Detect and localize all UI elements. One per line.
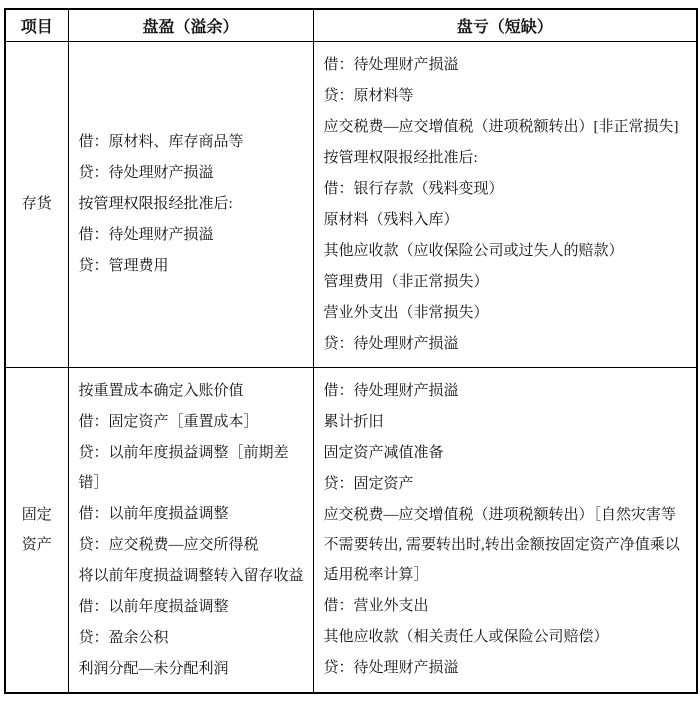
entry-line: 原材料（残料入库） xyxy=(323,211,459,228)
entry-line: 固定资产减值准备 xyxy=(323,445,444,461)
entry-line: 借：营业外支出 xyxy=(323,598,429,614)
entry-line: 利润分配—未分配利润 xyxy=(78,660,229,677)
entry-line: 借：待处理财产损溢 xyxy=(323,56,459,73)
table-row xyxy=(5,41,697,367)
header-surplus: 盘盈（溢余） xyxy=(68,9,313,41)
entry-line: 累计折旧 xyxy=(323,414,384,430)
header-item: 项目 xyxy=(5,9,68,41)
entry-line: 借：待处理财产损溢 xyxy=(323,383,459,399)
surplus-entries-cell xyxy=(68,367,313,693)
entry-line: 将以前年度损益调整转入留存收益 xyxy=(78,567,304,584)
entry-line: 贷：待处理财产损溢 xyxy=(323,660,459,676)
entry-line: 借：以前年度损益调整 xyxy=(78,505,229,522)
surplus-entries-cell xyxy=(68,41,313,367)
entry-line: 借：固定资产［重置成本］ xyxy=(78,413,259,430)
entry-line: 贷：待处理财产损溢 xyxy=(78,165,214,181)
table-row xyxy=(5,367,697,693)
entry-line: 应交税费—应交增值税（进项税额转出）[非正常损失] xyxy=(323,118,679,135)
header-row xyxy=(5,9,697,41)
entry-line: 其他应收款（应收保险公司或过失人的赔款） xyxy=(323,242,624,259)
entry-line: 管理费用（非正常损失） xyxy=(323,273,489,290)
entry-line: 贷：管理费用 xyxy=(78,258,169,274)
entry-line: 贷：原材料等 xyxy=(323,87,414,104)
inventory-surplus-shortage-table xyxy=(4,8,698,694)
entry-line: 其他应收款（相关责任人或保险公司赔偿） xyxy=(323,629,609,645)
entry-line: 按管理权限报经批准后: xyxy=(78,196,233,212)
table-body xyxy=(5,41,697,693)
entry-line: 借：待处理财产损溢 xyxy=(78,227,214,243)
row-item-label: 存货 xyxy=(5,41,68,367)
shortage-entries-cell xyxy=(313,41,697,367)
entry-line: 借：银行存款（残料变现） xyxy=(323,180,504,197)
entry-line: 贷：应交税费—应交所得税 xyxy=(78,536,259,553)
entry-line: 按重置成本确定入账价值 xyxy=(78,382,244,399)
entry-line: 按管理权限报经批准后: xyxy=(323,149,478,166)
entry-line: 借：以前年度损益调整 xyxy=(78,598,229,615)
shortage-entries-cell xyxy=(313,367,697,693)
entry-line: 应交税费—应交增值税（进项税额转出）［自然灾害等不需要转出, 需要转出时,转出金额按固定资产净值乘以适用税率计算］ xyxy=(323,507,680,583)
entry-line: 借：原材料、库存商品等 xyxy=(78,134,244,150)
entry-line: 贷：固定资产 xyxy=(323,476,414,492)
entry-line: 贷：待处理财产损溢 xyxy=(323,335,459,352)
header-shortage: 盘亏（短缺） xyxy=(313,9,697,41)
entry-line: 贷：以前年度损益调整［前期差错］ xyxy=(78,444,289,491)
row-item-label: 固定资产 xyxy=(5,367,68,693)
entry-line: 营业外支出（非常损失） xyxy=(323,304,489,321)
entry-line: 贷：盈余公积 xyxy=(78,629,169,646)
